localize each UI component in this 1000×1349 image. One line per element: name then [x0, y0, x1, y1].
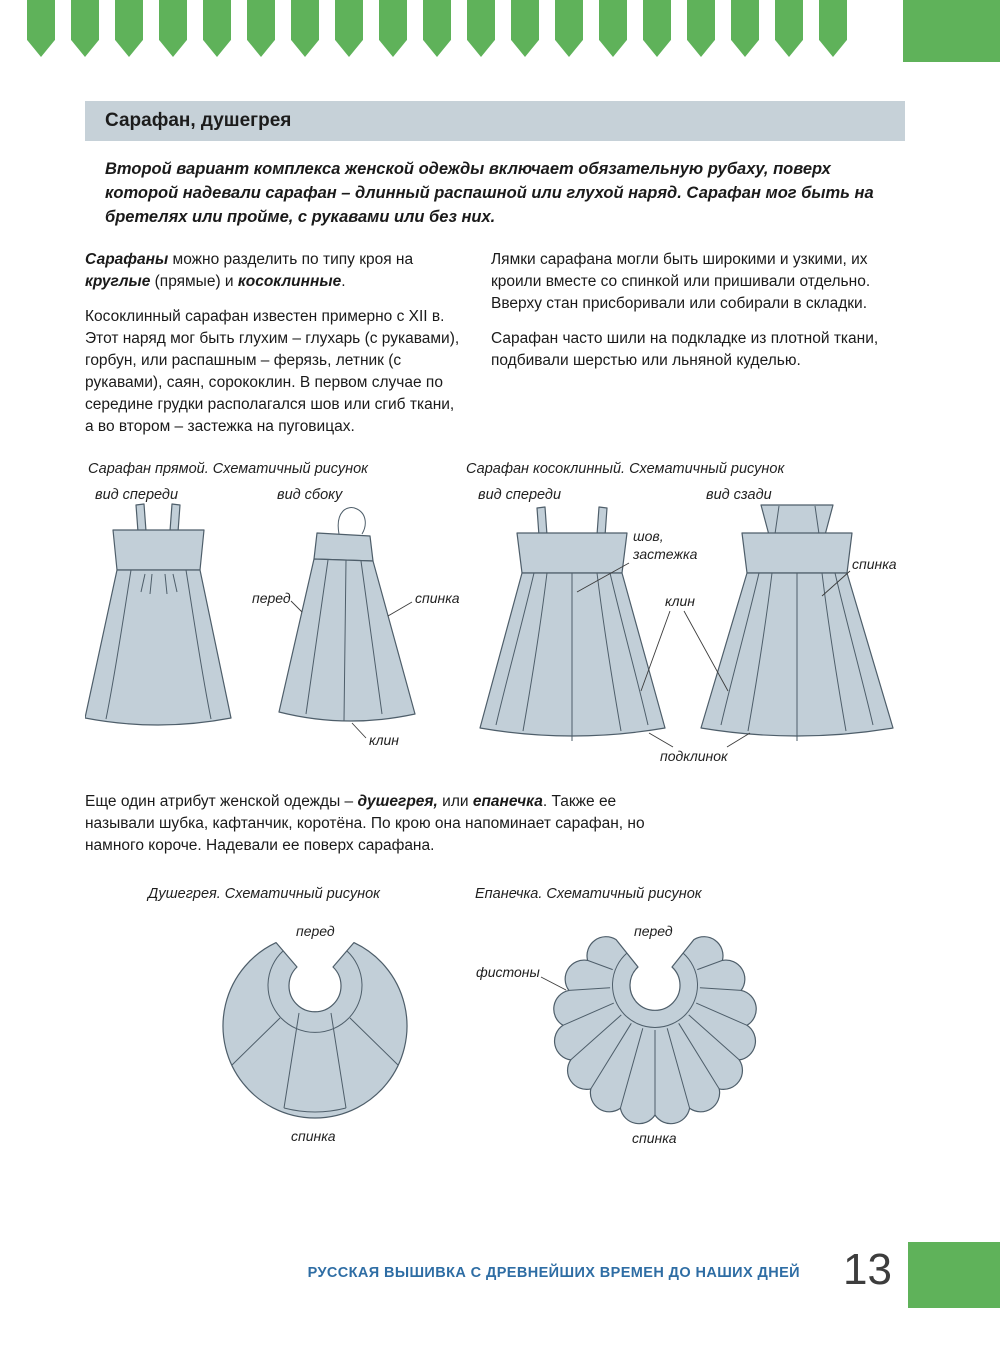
figure2-caption-left: Душегрея. Схематичный рисунок — [148, 886, 381, 902]
diagram-epanechka — [554, 937, 756, 1124]
left-paragraph-2: Косоклинный сарафан известен примерно с XII в. Этот наряд мог быть глухим – глухарь (с рукавами), горбун, или распашным – ферязь, летник (с рукавами), саян, сорококлин. В первом случае по середине грудки располагался шов или сгиб ткани, а во втором – застежка на пуговицах. — [85, 308, 460, 435]
right-paragraph-2: Сарафан часто шили на подкладке из плотной ткани, подбивали шерстью или льняной куделью. — [491, 330, 879, 369]
bodice-shape — [113, 530, 204, 570]
footer-book-title: РУССКАЯ ВЫШИВКА С ДРЕВНЕЙШИХ ВРЕМЕН ДО НАШИХ ДНЕЙ — [307, 1265, 800, 1281]
label-zastezhka: застежка — [633, 546, 698, 562]
label-spinka-epanechka: спинка — [632, 1130, 677, 1146]
leader-line — [388, 602, 412, 616]
bodice-shape — [314, 533, 373, 561]
left-paragraph-1 — [85, 249, 463, 293]
diagram-dushegreya — [223, 943, 407, 1118]
figure1-canvas — [85, 460, 905, 772]
right-paragraph-1: Лямки сарафана могли быть широкими и узкими, их кроили вместе со спинкой или пришивали отдельно. Вверху стан присборивали или собирали в складки. — [491, 251, 871, 312]
right-column — [491, 249, 905, 451]
pennant-icon — [511, 0, 539, 57]
view-label-front: вид спереди — [95, 487, 179, 503]
dushegreya-paragraph — [85, 791, 685, 857]
pennant-icon — [335, 0, 363, 57]
pennant-icon — [247, 0, 275, 57]
diagram-sarafan-wedge-back — [701, 505, 893, 741]
pennant-icon — [379, 0, 407, 57]
text-run: Еще один атрибут женской одежды – — [85, 793, 358, 810]
skirt-shape — [85, 570, 231, 725]
pennant-icon — [555, 0, 583, 57]
text-run: можно разделить по типу кроя на — [168, 251, 414, 268]
diagram-sarafan-straight-front — [85, 504, 231, 725]
strap-shape — [170, 504, 180, 532]
label-pered: перед — [252, 590, 291, 606]
pennant-icon — [423, 0, 451, 57]
green-footer-block — [908, 1242, 1000, 1308]
section-title: Сарафан, душегрея — [105, 110, 292, 131]
label-klin: клин — [369, 732, 399, 748]
label-spinka-dushegreya: спинка — [291, 1128, 336, 1144]
bodice-shape — [742, 533, 852, 573]
figure-sarafan-diagrams — [85, 460, 905, 772]
pennant-icon — [599, 0, 627, 57]
page-number: 13 — [843, 1245, 892, 1294]
label-spinka2: спинка — [852, 556, 897, 572]
leader-line — [649, 733, 750, 747]
section-header — [85, 101, 905, 141]
term-kruglye: круглые — [85, 273, 151, 290]
text-run: или — [437, 793, 473, 810]
figure1-caption-right: Сарафан косоклинный. Схематичный рисунок — [466, 461, 785, 477]
label-fistony: фистоны — [476, 964, 540, 980]
leader-line — [352, 723, 366, 738]
pennant-icon — [775, 0, 803, 57]
label-podklinok: подклинок — [660, 748, 728, 764]
pennant-icon — [71, 0, 99, 57]
text-run: . Также ее называли шубка, кафтанчик, коротёна. По крою она напоминает сарафан, но намного короче. Надевали ее поверх сарафана. — [85, 793, 645, 854]
pennant-icon — [159, 0, 187, 57]
bodice-shape — [517, 533, 627, 573]
figure-dushegreya-diagrams — [85, 885, 905, 1160]
pennant-icon — [687, 0, 715, 57]
pennant-icon — [203, 0, 231, 57]
pennant-icon — [467, 0, 495, 57]
back-yoke-shape — [761, 505, 833, 535]
label-pered-dushegreya: перед — [296, 923, 335, 939]
text-run: (прямые) и — [150, 273, 238, 290]
left-column — [85, 249, 463, 451]
diagram-sarafan-straight-side — [279, 508, 415, 738]
label-shov: шов, — [633, 528, 664, 544]
term-epanechka: епанечка — [472, 793, 543, 810]
label-klin2: клин — [665, 593, 695, 609]
pennant-icon — [731, 0, 759, 57]
leader-line — [541, 977, 566, 990]
term-dushegreya: душегрея, — [357, 793, 438, 810]
intro-paragraph: Второй вариант комплекса женской одежды включает обязательную рубаху, поверх которой надевали сарафан – длинный распашной или глухой наряд. Сарафан мог быть на бретелях или пройме, с рукавами или без них. — [105, 160, 874, 226]
pennant-icon — [643, 0, 671, 57]
figure2-caption-right: Епанечка. Схематичный рисунок — [475, 886, 702, 902]
pennant-row — [0, 0, 903, 58]
view-label-back: вид сзади — [706, 487, 772, 503]
text-columns — [85, 249, 905, 451]
pennant-icon — [115, 0, 143, 57]
skirt-shape — [279, 559, 415, 721]
figure1-caption-left: Сарафан прямой. Схематичный рисунок — [88, 461, 368, 477]
view-label-front2: вид спереди — [478, 487, 562, 503]
strap-shape — [597, 507, 607, 536]
figure2-canvas — [85, 885, 905, 1160]
pennant-icon — [27, 0, 55, 57]
pennant-icon — [819, 0, 847, 57]
view-label-side: вид сбоку — [277, 487, 343, 503]
leader-line — [291, 601, 302, 612]
label-spinka: спинка — [415, 590, 460, 606]
pennant-icon — [291, 0, 319, 57]
term-sarafany: Сарафаны — [85, 251, 169, 268]
text-run: . — [341, 273, 346, 290]
label-pered-epanechka: перед — [634, 923, 673, 939]
strap-shape — [537, 507, 547, 536]
dushegreya-shape — [223, 943, 407, 1118]
strap-shape — [136, 504, 146, 532]
term-kosoklinnye: косоклинные — [237, 273, 342, 290]
strap-loop — [338, 508, 365, 534]
green-corner-block — [903, 0, 1000, 62]
